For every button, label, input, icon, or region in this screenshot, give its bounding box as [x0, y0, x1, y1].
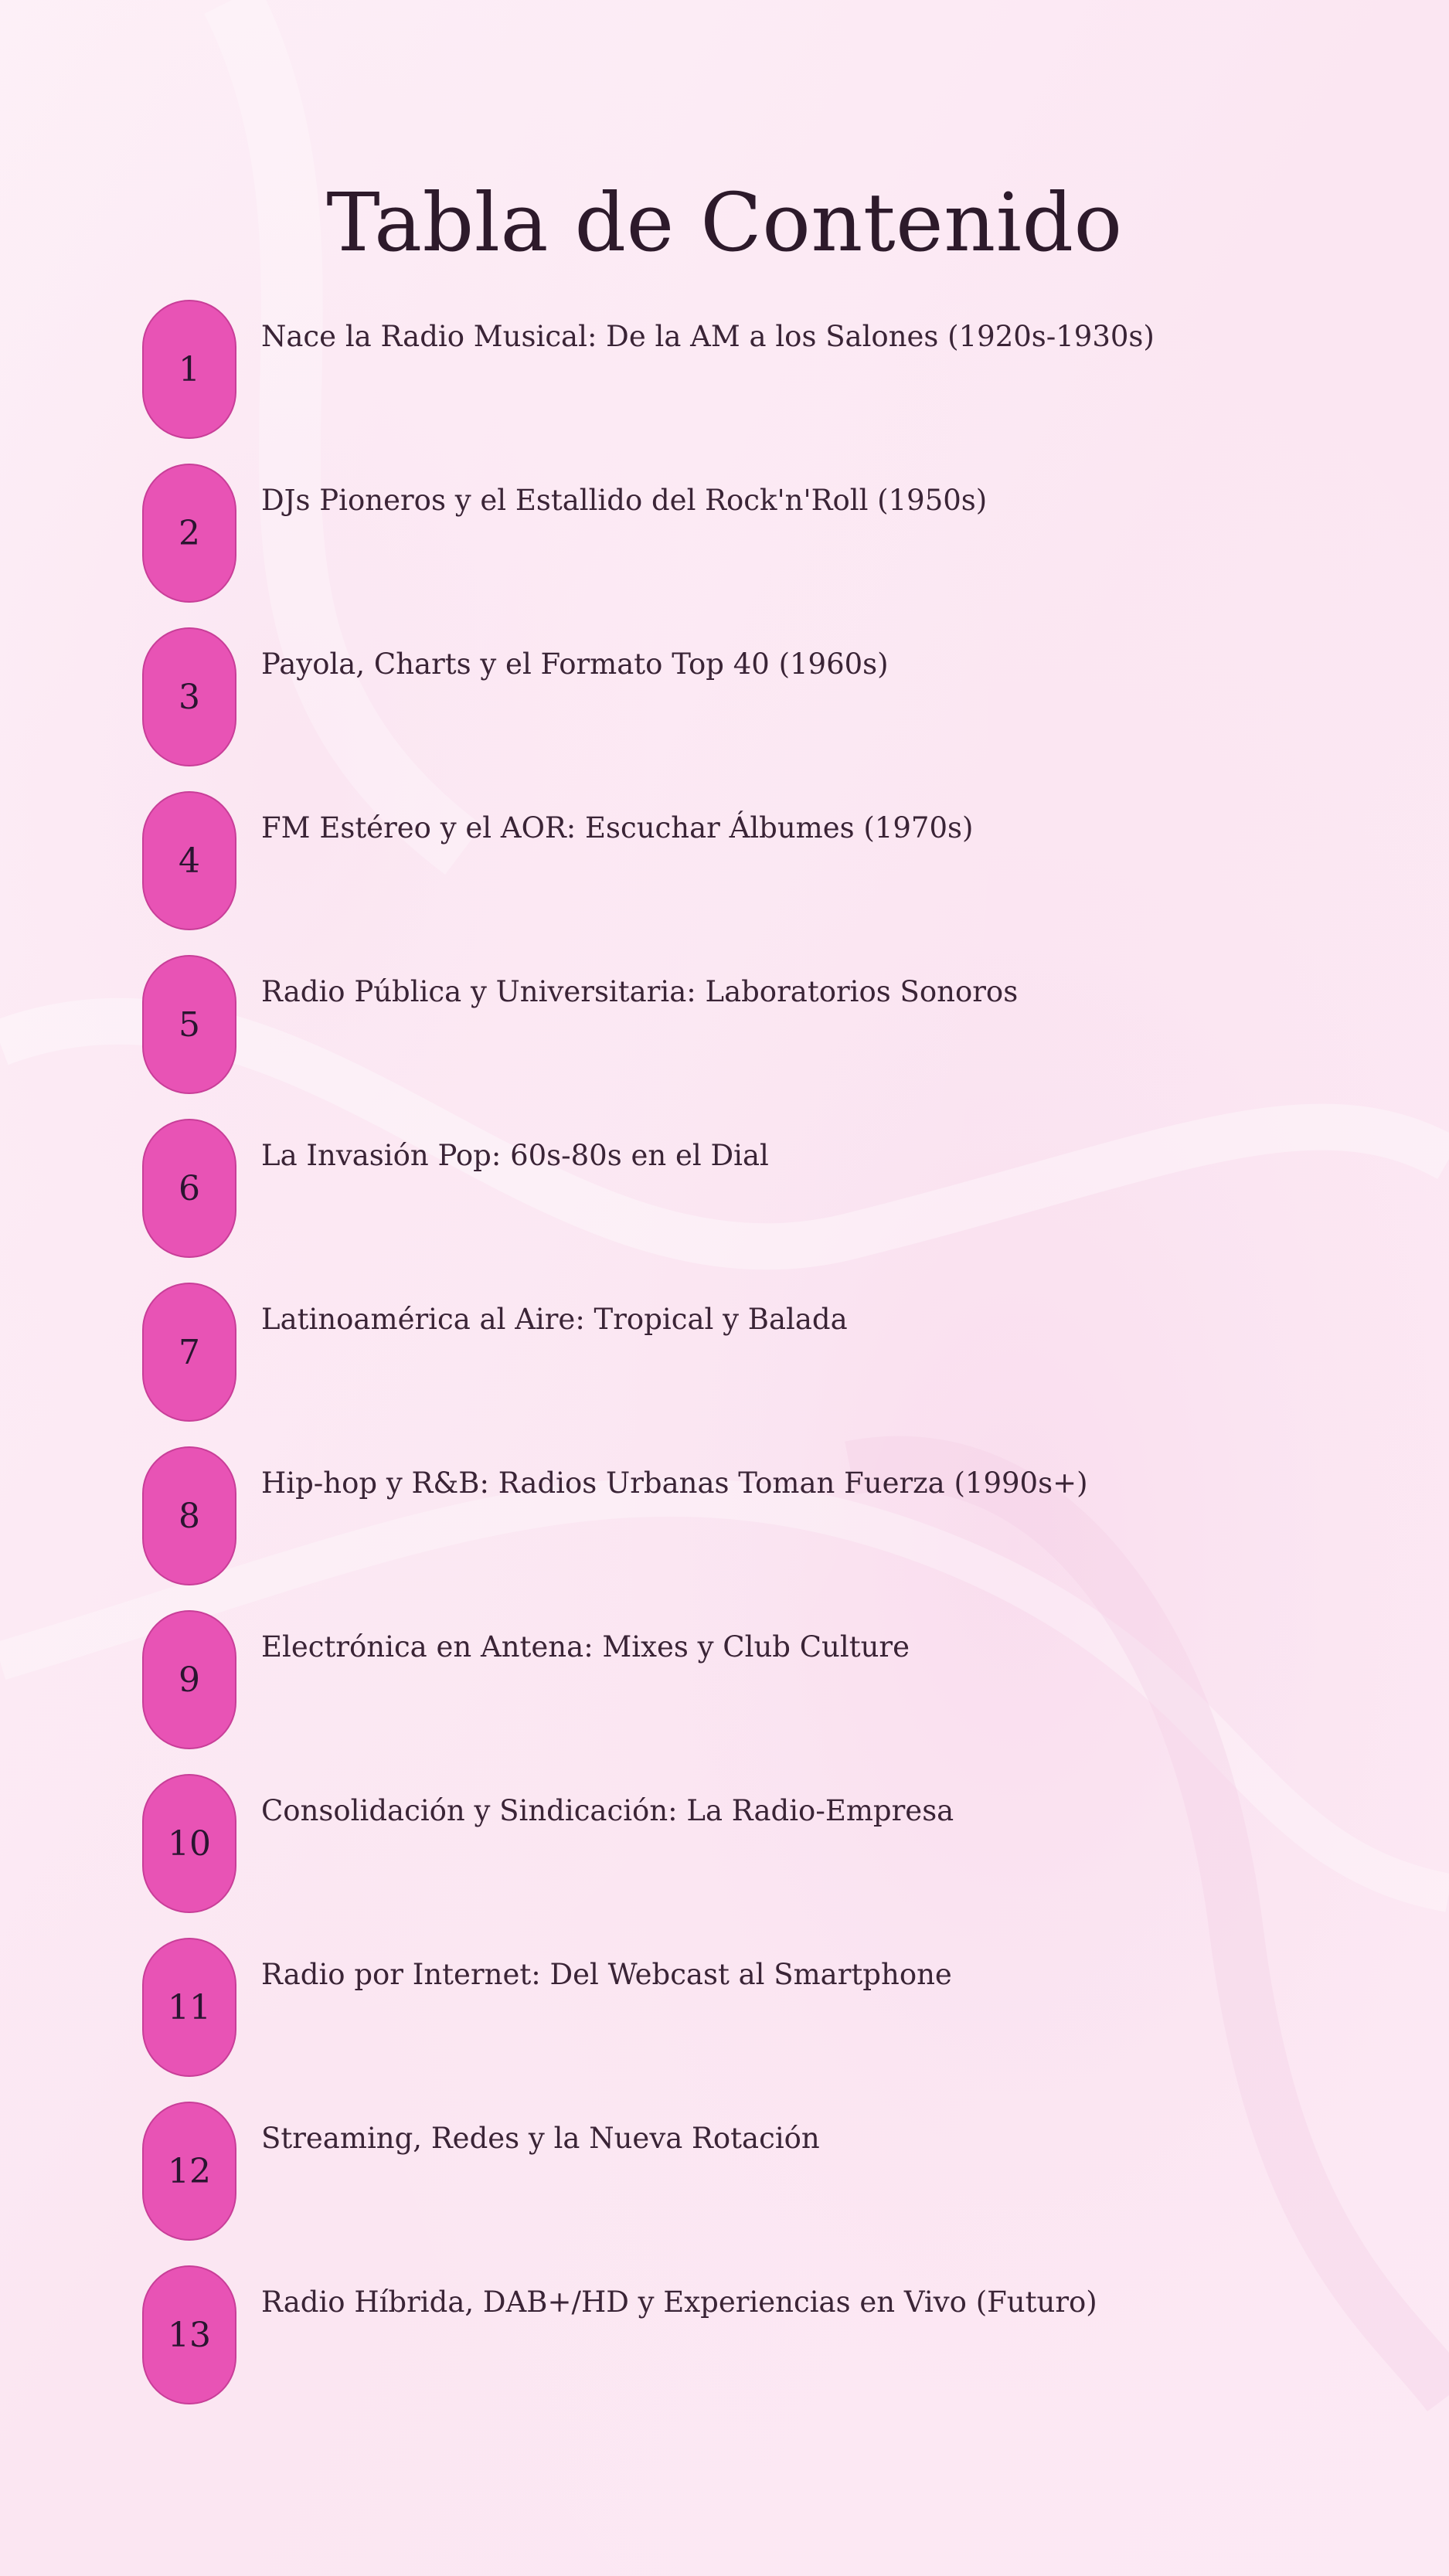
toc-item-label: La Invasión Pop: 60s-80s en el Dial — [261, 1139, 769, 1172]
toc-number-badge: 5 — [142, 955, 236, 1094]
toc-item-10[interactable] — [142, 1772, 1301, 1936]
toc-item-label: Consolidación y Sindicación: La Radio-Empresa — [261, 1794, 954, 1827]
toc-item-3[interactable] — [142, 626, 1301, 790]
toc-item-label: Radio Híbrida, DAB+/HD y Experiencias en Vivo (Futuro) — [261, 2285, 1097, 2319]
toc-item-label: FM Estéreo y el AOR: Escuchar Álbumes (1970s) — [261, 811, 974, 845]
toc-number-badge: 3 — [142, 627, 236, 766]
toc-item-label: Latinoamérica al Aire: Tropical y Balada — [261, 1303, 848, 1336]
toc-item-2[interactable] — [142, 462, 1301, 626]
page-title: Tabla de Contenido — [326, 175, 1123, 270]
toc-item-label: Payola, Charts y el Formato Top 40 (1960s) — [261, 647, 889, 681]
toc-item-label: Electrónica en Antena: Mixes y Club Culture — [261, 1630, 910, 1664]
toc-item-label: Nace la Radio Musical: De la AM a los Salones (1920s-1930s) — [261, 320, 1155, 353]
toc-item-label: Streaming, Redes y la Nueva Rotación — [261, 2122, 820, 2155]
toc-item-6[interactable] — [142, 1117, 1301, 1281]
toc-item-label: Radio por Internet: Del Webcast al Smartphone — [261, 1958, 952, 1991]
toc-list — [142, 298, 1301, 2428]
toc-number-badge: 10 — [142, 1774, 236, 1913]
toc-item-label: Radio Pública y Universitaria: Laboratorios Sonoros — [261, 975, 1019, 1008]
toc-item-5[interactable] — [142, 953, 1301, 1117]
toc-number-badge: 7 — [142, 1283, 236, 1422]
toc-number-badge: 11 — [142, 1938, 236, 2077]
toc-item-11[interactable] — [142, 1936, 1301, 2100]
toc-number-badge: 2 — [142, 464, 236, 603]
toc-number-badge: 1 — [142, 300, 236, 439]
toc-item-label: Hip-hop y R&B: Radios Urbanas Toman Fuerza (1990s+) — [261, 1466, 1088, 1500]
toc-number-badge: 4 — [142, 791, 236, 930]
toc-item-12[interactable] — [142, 2100, 1301, 2264]
toc-item-7[interactable] — [142, 1281, 1301, 1445]
toc-item-13[interactable] — [142, 2264, 1301, 2428]
toc-number-badge: 9 — [142, 1610, 236, 1749]
toc-number-badge: 13 — [142, 2265, 236, 2404]
toc-number-badge: 12 — [142, 2102, 236, 2241]
toc-item-label: DJs Pioneros y el Estallido del Rock'n'Roll (1950s) — [261, 484, 988, 517]
toc-item-9[interactable] — [142, 1609, 1301, 1772]
toc-item-1[interactable] — [142, 298, 1301, 462]
toc-number-badge: 6 — [142, 1119, 236, 1258]
toc-item-8[interactable] — [142, 1445, 1301, 1609]
toc-number-badge: 8 — [142, 1446, 236, 1585]
toc-item-4[interactable] — [142, 790, 1301, 953]
